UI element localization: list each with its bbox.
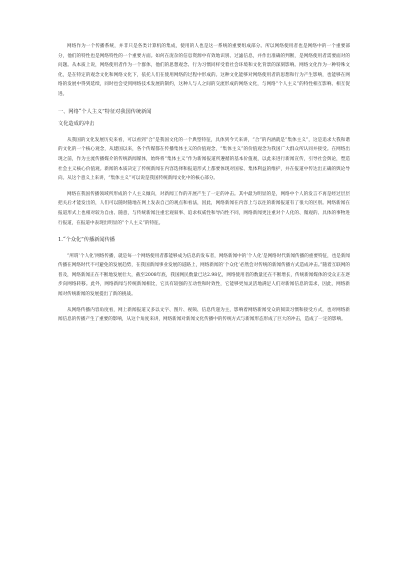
body-paragraph-2: 从我国的文化发展历史来看，可以看到“合”是我国文化的一个典型特征，具体到今天来讲，“合”的内涵就是“集体主义”，这是追求大我和谐的文化的一个核心观念，从建国以来，各个传媒都在传播集体主义的价值观念，“集体主义”的价值观念为我国广大群众所认同并接受。在网络出现之前，作为主流传播媒介的传统新闻媒体，始终将“集体主义”作为新闻报道所遵循的基本价值观，以此来进行新闻宣传，引导社会舆论，塑造社会主义核心价值观。新闻的本质决定了传统新闻在内容选择和报道形式上都要体现对国家、集体利益的维护，并在报道中传达出正确的舆论导向。从这个意义上来讲，“集体主义”可以说是我国传统新闻文化中的核心部分。 [58, 137, 350, 182]
body-paragraph-3: 网络在我国传播领域所形成的个人主义倾向，对新闻工作的开展产生了一定的冲击。其中最为明显的是，网络中个人的发言不再是经过层层把关后才能发出的，人们可以随时随地在网上发表自己的观点和看法，因此，网络新闻在内容上与以往的新闻报道有了很大的区别。网络新闻在报道形式上也相对较为自由、随意，与传统新闻注重宏观叙事、追求权威性和导向性不同，网络新闻更注重对个人化的、微观的、具体的事物进行报道，在报道中表现出明显的“个人主义”的特征。 [58, 191, 350, 226]
intro-paragraph: 网络作为一个传播系统，并非只是各类计算机的集成，使用的人也是这一系统的重要组成部分。所以网络使用者也是网络中的一个重要部分，他们的特性也是网络特性的一个重要方面。如何在庞杂的信息资源中有效地识别、过滤信息，并作出准确的判断，是网络使用者需要面对的问题。从本质上说，网络使用者作为一个群体，他们的思想观念、行为习惯同样受着社会环境和文化背景的深刻影响。网络文化作为一种特殊文化，是在特定的观念文化和网络文化下，依托人们在使用网络的过程中形成的。这种文化能够对网络使用者的思想和行为产生影响，也能够在网络的发展中得到延续，同时也会受到网络技术发展的制约，这种人与人之间的交流形成的网络文化，与网络“个人主义”的特性相互影响、相互促进。 [58, 44, 350, 97]
body-paragraph-5: 从网络传播内容角度看，网上新闻报道又多以文字、图片、视频、信息传递为主，影响着网络新闻受众的阅读习惯和接受方式，也对网络新闻信息的传播产生了重要的影响，从这个角度来讲，网络新闻对新闻文化传播中的传统方式与新闻形态形成了巨大的冲击，造成了一定的影响。 [58, 307, 350, 323]
document-page [58, 42, 350, 325]
section-subheading-1: 文化造成的冲击 [58, 121, 95, 128]
body-paragraph-4: “所谓‘个人化’网络传播，就是每一个网络使用者都能够成为信息的发布者，网络新闻中的‘个人化’是网络时代新闻传播的重要特征，也是新闻传播在网络时代不可避免的发展趋势，在我国新闻事业发展的道路上，网络新闻的‘个众化’必然会对传统的新闻传播方式造成冲击。”随着互联网的普及，网络新闻正在不断地发展壮大，截至2008年底，我国网民数量已达2.98亿，网络使用者的数量还在不断增长，传统新闻媒体的受众正在逐步向网络转移。此外，网络新闻与传统新闻相比，它具有较强的互动性和时效性，它能够更加灵活地满足人们对新闻信息的需求，因此，网络新闻对传统新闻的发展提出了新的挑战。 [58, 253, 350, 298]
section-heading-2: 1.“个众化”传播新闻传播 [58, 237, 115, 244]
section-heading-1: 一、网络“个人主义”特征对我国传统新闻 [58, 108, 152, 115]
